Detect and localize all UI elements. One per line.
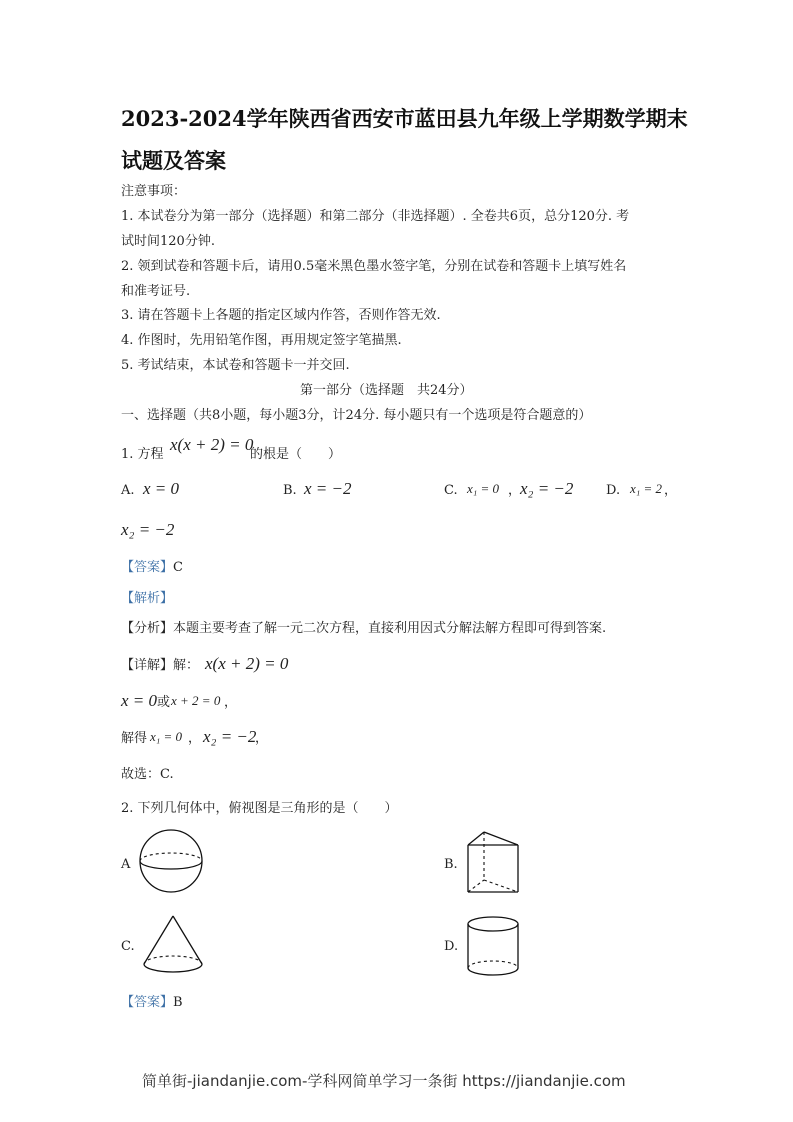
q1-detail-prefix: 解：: [173, 658, 200, 673]
q1-step3-a: x₁ = 0: [150, 729, 183, 744]
document-title-line2: 试题及答案: [121, 148, 226, 173]
note-5: 5. 考试结束，本试卷和答题卡一并交回.: [121, 358, 350, 373]
q1-equation: x(x + 2) = 0: [170, 435, 254, 454]
note-2-line2: 和准考证号.: [121, 284, 191, 299]
q1-option-c-root1: x₁ = 0: [467, 481, 500, 496]
q1-prefix: 1. 方程: [121, 447, 164, 462]
q1-option-d-root1: x₁ = 2: [630, 481, 663, 496]
q1-option-c-label: C.: [444, 483, 458, 498]
q1-detail-equation: x(x + 2) = 0: [205, 654, 289, 673]
q1-option-b-label: B.: [283, 483, 297, 498]
q2-option-b-label: B.: [444, 857, 458, 872]
q1-step3-sep: ，: [188, 731, 202, 746]
q1-step2-b: x + 2 = 0: [171, 693, 221, 708]
q1-option-a: x = 0: [143, 479, 180, 498]
q1-option-d-sep: ，: [664, 483, 678, 498]
q1-step3-prefix: 解得: [121, 731, 148, 746]
q1-analysis-tag: 【解析】: [121, 591, 174, 606]
q1-step2-end: ，: [224, 695, 238, 710]
q1-step3-end: ，: [255, 731, 269, 746]
q2-option-d-label: D.: [444, 939, 459, 954]
q1-option-a-label: A.: [121, 483, 135, 498]
q1-option-c-sep: ，: [508, 483, 522, 498]
q1-suffix: 的根是（ ）: [250, 447, 342, 462]
footer-watermark: 简单街-jiandanjie.com-学科网简单学习一条街 https://jiandanjie.com: [142, 1072, 626, 1090]
note-4: 4. 作图时，先用铅笔作图，再用规定签字笔描黑.: [121, 333, 402, 348]
q2-stem: 2. 下列几何体中，俯视图是三角形的是（ ）: [121, 801, 398, 816]
note-1-line1: 1. 本试卷分为第一部分（选择题）和第二部分（非选择题）. 全卷共6页，总分120分. 考: [121, 209, 630, 224]
part1-heading: 第一部分（选择题 共24分）: [300, 383, 473, 398]
q1-conclusion: 故选：C.: [121, 767, 174, 782]
cone-icon: [142, 914, 204, 974]
q2-option-c-label: C.: [121, 939, 135, 954]
q1-fenxi: 本题主要考查了解一元二次方程，直接利用因式分解法解方程即可得到答案.: [173, 621, 607, 636]
q2-option-a-label: A: [121, 857, 131, 872]
note-1-line2: 试时间120分钟.: [121, 234, 215, 249]
note-3: 3. 请在答题卡上各题的指定区域内作答，否则作答无效.: [121, 308, 441, 323]
note-2-line1: 2. 领到试卷和答题卡后，请用0.5毫米黑色墨水签字笔，分别在试卷和答题卡上填写姓名: [121, 259, 627, 274]
q1-fenxi-tag: 【分析】: [121, 621, 174, 636]
q1-step2-a: x = 0: [121, 691, 158, 710]
q1-step2-or: 或: [157, 695, 171, 710]
sphere-icon: [136, 828, 206, 894]
triangular-prism-icon: [466, 830, 522, 896]
q1-option-d-root2: x₂ = −2: [121, 520, 175, 539]
document-title-line1: 2023-2024学年陕西省西安市蓝田县九年级上学期数学期末: [121, 106, 688, 131]
notes-heading: 注意事项：: [121, 184, 187, 199]
q1-option-b: x = −2: [304, 479, 352, 498]
q1-step3-b: x₂ = −2: [203, 727, 257, 746]
q2-answer: B: [173, 995, 183, 1010]
cylinder-icon: [466, 914, 522, 978]
q1-option-c-root2: x₂ = −2: [520, 479, 574, 498]
section-heading: 一、选择题（共8小题，每小题3分，计24分. 每小题只有一个选项是符合题意的）: [121, 408, 592, 423]
q1-option-d-label: D.: [606, 483, 621, 498]
q1-answer: C: [173, 560, 183, 575]
q1-detail-tag: 【详解】: [121, 658, 174, 673]
q2-answer-tag: 【答案】: [121, 995, 174, 1010]
q1-answer-tag: 【答案】: [121, 560, 174, 575]
